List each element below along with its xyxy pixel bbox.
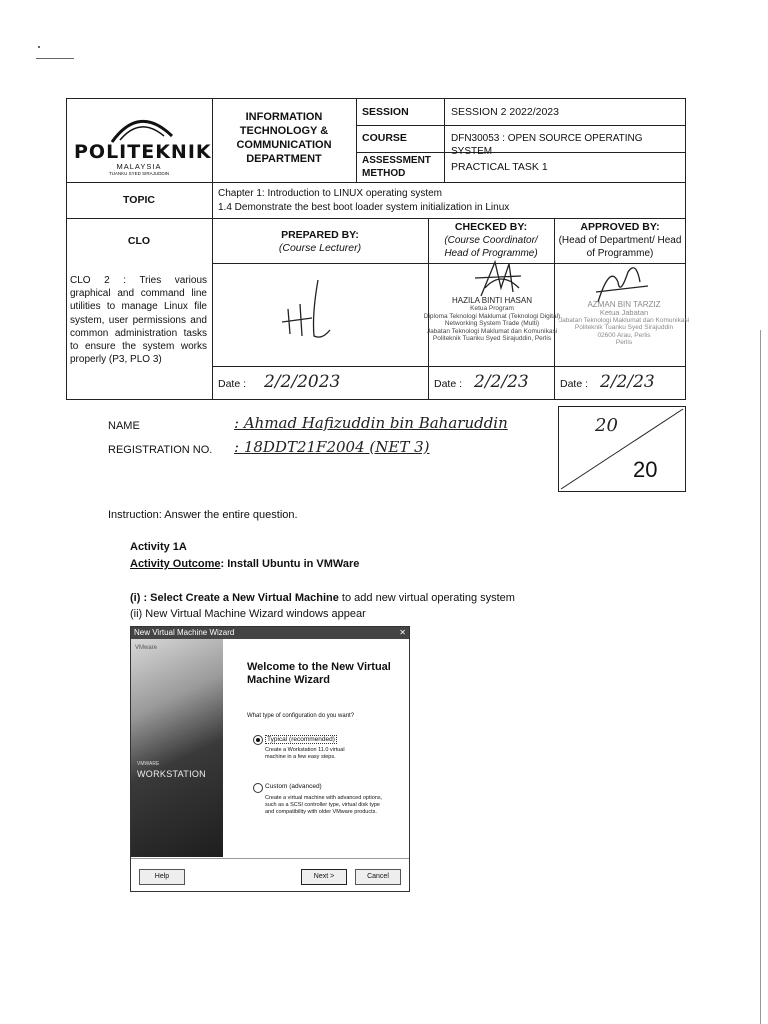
wizard-screenshot [130,626,410,892]
logo-subtitle: TUANKU SYED SIRAJUDDIN [108,171,170,176]
topic-line-2: 1.4 Demonstrate the best boot loader system initialization in Linux [218,202,510,213]
wizard-brand-product: WORKSTATION [137,769,206,779]
approved-stamp-line: Ketua Jabatan [599,308,649,317]
checked-signature-icon [461,258,531,298]
wizard-title: New Virtual Machine Wizard [134,628,235,637]
wizard-banner [131,639,223,857]
activity-outcome-label: Activity Outcome [130,558,221,570]
close-icon[interactable]: ✕ [399,628,406,637]
activity-title: Activity 1A [130,541,187,553]
checked-date-label: Date : [434,378,463,390]
score-divider-icon [559,407,685,491]
prepared-by-label: PREPARED BY: [281,229,359,241]
prepared-date-value: 2/2/2023 [264,372,341,392]
assessment-label: ASSESSMENT METHOD [362,155,431,179]
logo-name: POLITEKNIK [74,141,212,163]
instruction-text: Instruction: Answer the entire question. [108,509,298,521]
wizard-question: What type of configuration do you want? [247,713,355,719]
radio-dot-icon [256,738,260,742]
typical-radio[interactable] [253,735,263,745]
checked-date-value: 2/2/23 [474,372,529,392]
checked-stamp-line: Jabatan Teknologi Maklumat dan Komunikasi [426,327,558,335]
course-label: COURSE [362,132,407,144]
wizard-brand-product-small: VMWARE [137,761,160,767]
session-label: SESSION [362,106,409,118]
clo-label: CLO [127,235,151,247]
next-button[interactable]: Next > [301,869,347,885]
typical-description: Create a Workstation 11.0 virtual machine in a few easy steps. [265,747,345,760]
score-obtained: 20 [595,415,618,436]
score-box [558,406,686,492]
score-total: 20 [633,457,658,482]
wizard-brand-small: VMware [135,645,158,651]
prepared-by-role: (Course Lecturer) [278,242,362,254]
session-value: SESSION 2 2022/2023 [451,106,559,118]
approved-date-value: 2/2/23 [600,372,655,392]
step-1-suffix: to add new virtual operating system [338,592,515,604]
step-1-bold: Create a New Virtual Machine [185,592,339,604]
custom-description: Create a virtual machine with advanced options, such as a SCSI controller type, virtual disk type and compatibility with older VMware products. [265,795,383,815]
checked-stamp-line: Politeknik Tuanku Syed Sirajuddin, Perlis [432,335,552,342]
step-1 [130,592,515,604]
checked-stamp-line: Networking System Trade (Multi) [444,320,540,327]
step-2: (ii) New Virtual Machine Wizard windows appear [130,608,366,620]
approved-stamp-line: 02600 Arau, Perlis [597,331,651,339]
clo-description: CLO 2 : Tries various graphical and command line utilities to manage Linux file system, user permissions and common administration tasks to ensure the system works properly (P3, PLO 3) [70,275,207,366]
custom-label[interactable]: Custom (advanced) [265,783,322,790]
typical-label[interactable]: Typical (recommended) [267,736,335,743]
scan-speck [38,46,40,48]
header-table [66,98,690,400]
course-value: DFN30053 : OPEN SOURCE OPERATING SYSTEM [451,133,643,157]
student-name-value: : Ahmad Hafizuddin bin Baharuddin [234,414,508,432]
registration-label: REGISTRATION NO. [108,444,213,456]
logo-arch-icon [74,106,204,146]
checked-by-label: CHECKED BY: [454,221,528,233]
checked-stamp-line: Diploma Teknologi Maklumat (Teknologi Digital) [423,312,561,320]
student-name-label: NAME [108,420,140,432]
custom-radio[interactable] [253,783,263,793]
step-1-prefix: (i) : Select [130,592,186,604]
approved-stamp-line: Politeknik Tuanku Syed Sirajuddin [574,324,674,331]
topic-line-1: Chapter 1: Introduction to LINUX operating system [218,188,443,199]
assessment-value: PRACTICAL TASK 1 [451,161,548,173]
department-name: INFORMATION TECHNOLOGY & COMMUNICATION DEPARTMENT [236,111,332,165]
approved-date-label: Date : [560,378,589,390]
topic-label: TOPIC [123,194,155,206]
wizard-footer-divider [131,858,409,859]
approved-by-role: (Head of Department/ Head of Programme) [558,235,682,259]
prepared-signature-icon [278,274,338,344]
checked-by-role: (Course Coordinator/ Head of Programme) [444,235,538,259]
help-button[interactable]: Help [139,869,185,885]
activity-outcome [130,558,359,570]
scan-speck [36,58,74,59]
logo-country: MALAYSIA [116,162,162,171]
registration-value: : 18DDT21F2004 (NET 3) [234,438,430,456]
scan-edge-line [760,330,761,1024]
checked-stamp-line: Ketua Program [470,305,514,312]
approved-stamp-line: Jabatan Teknologi Maklumat dan Komunikasi [558,316,690,324]
wizard-titlebar [131,627,409,639]
approved-by-label: APPROVED BY: [580,221,660,233]
approved-stamp-name: AZMAN BIN TARZIZ [587,300,661,309]
activity-outcome-value: : Install Ubuntu in VMWare [220,558,360,570]
politeknik-logo [74,106,212,178]
approved-stamp-line: Perlis [615,339,633,346]
checked-stamp-name: HAZILA BINTI HASAN [451,296,533,305]
approved-stamp [544,300,704,347]
cancel-button[interactable]: Cancel [355,869,401,885]
wizard-heading: Welcome to the New Virtual Machine Wizard [247,661,391,686]
prepared-date-label: Date : [218,378,247,390]
